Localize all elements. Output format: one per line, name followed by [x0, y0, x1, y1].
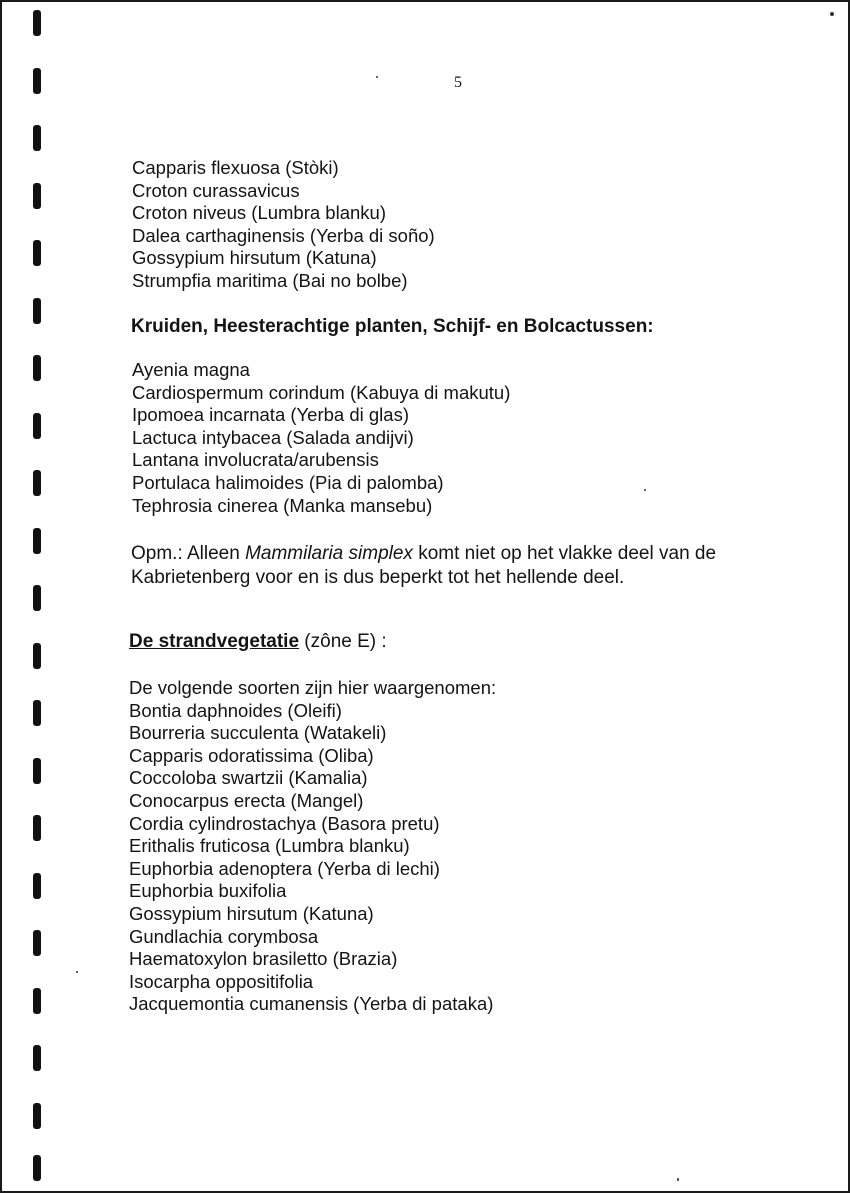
- punch-hole: [33, 355, 41, 381]
- list-item: Capparis flexuosa (Stòki): [132, 157, 339, 178]
- list-item: Cardiospermum corindum (Kabuya di makutu): [132, 381, 511, 403]
- herb-list: [132, 359, 510, 517]
- list-intro: De volgende soorten zijn hier waargenomen:: [129, 677, 497, 698]
- list-item: Coccoloba swartzii (Kamalia): [129, 767, 368, 789]
- remark-species: Mammilaria simplex: [245, 543, 413, 564]
- page-number: 5: [454, 74, 462, 91]
- list-item: Conocarpus erecta (Mangel): [129, 789, 364, 811]
- list-item: Tephrosia cinerea (Manka mansebu): [132, 494, 433, 516]
- section-title-underlined: De strandvegetatie: [129, 631, 300, 652]
- list-item: Bontia daphnoides (Oleifi): [129, 699, 342, 721]
- scan-speck: [644, 489, 646, 491]
- list-item: Haematoxylon brasiletto (Brazia): [129, 948, 398, 970]
- punch-hole: [33, 1103, 41, 1129]
- punch-hole: [33, 1155, 41, 1181]
- punch-hole: [33, 298, 41, 324]
- punch-hole: [33, 815, 41, 841]
- section-title-rest: (zône E) :: [299, 631, 387, 652]
- list-item: Croton niveus (Lumbra blanku): [132, 202, 386, 224]
- section-title: [129, 631, 387, 653]
- list-item: Gossypium hirsutum (Katuna): [129, 902, 374, 924]
- punch-hole: [33, 68, 41, 94]
- punch-hole: [33, 183, 41, 209]
- punch-hole: [33, 643, 41, 669]
- list-item: Lactuca intybacea (Salada andijvi): [132, 426, 414, 448]
- scan-speck: [376, 76, 378, 78]
- punch-hole: [33, 125, 41, 151]
- scan-speck: [830, 12, 834, 16]
- list-item: Ipomoea incarnata (Yerba di glas): [132, 404, 409, 426]
- list-item: Erithalis fruticosa (Lumbra blanku): [129, 835, 410, 857]
- list-item: Capparis odoratissima (Oliba): [129, 744, 374, 766]
- scan-speck: [76, 971, 78, 973]
- punch-hole: [33, 988, 41, 1014]
- list-item: Lantana involucrata/arubensis: [132, 449, 379, 471]
- list-item: Gossypium hirsutum (Katuna): [132, 247, 377, 269]
- remark-paragraph: [131, 542, 821, 590]
- punch-hole: [33, 873, 41, 899]
- list-item: Croton curassavicus: [132, 179, 300, 201]
- remark-prefix: Opm.: Alleen: [131, 543, 246, 564]
- punch-hole: [33, 240, 41, 266]
- scan-speck: [677, 1178, 679, 1181]
- shrub-list: [132, 157, 435, 293]
- list-item: Jacquemontia cumanensis (Yerba di pataka): [129, 993, 494, 1015]
- list-item: Isocarpha oppositifolia: [129, 970, 314, 992]
- beach-vegetation-list: [129, 677, 496, 1016]
- punch-hole: [33, 1045, 41, 1071]
- section-heading: Kruiden, Heesterachtige planten, Schijf- en Bolcactussen:: [131, 316, 654, 337]
- punch-hole: [33, 758, 41, 784]
- punch-hole: [33, 930, 41, 956]
- remark-text: komt niet op het vlakke deel van de Kabrietenberg voor en is dus beperkt tot het hellende deel.: [131, 543, 717, 588]
- list-item: Ayenia magna: [132, 359, 250, 380]
- list-item: Bourreria succulenta (Watakeli): [129, 722, 387, 744]
- punch-hole: [33, 528, 41, 554]
- punch-hole: [33, 700, 41, 726]
- punch-hole: [33, 413, 41, 439]
- punch-hole: [33, 470, 41, 496]
- list-item: Euphorbia buxifolia: [129, 880, 287, 902]
- list-item: Dalea carthaginensis (Yerba di soño): [132, 224, 435, 246]
- list-item: Euphorbia adenoptera (Yerba di lechi): [129, 857, 440, 879]
- list-item: Strumpfia maritima (Bai no bolbe): [132, 269, 408, 291]
- punch-hole: [33, 585, 41, 611]
- list-item: Portulaca halimoides (Pia di palomba): [132, 471, 444, 493]
- punch-hole: [33, 10, 41, 36]
- list-item: Cordia cylindrostachya (Basora pretu): [129, 812, 440, 834]
- list-item: Gundlachia corymbosa: [129, 925, 319, 947]
